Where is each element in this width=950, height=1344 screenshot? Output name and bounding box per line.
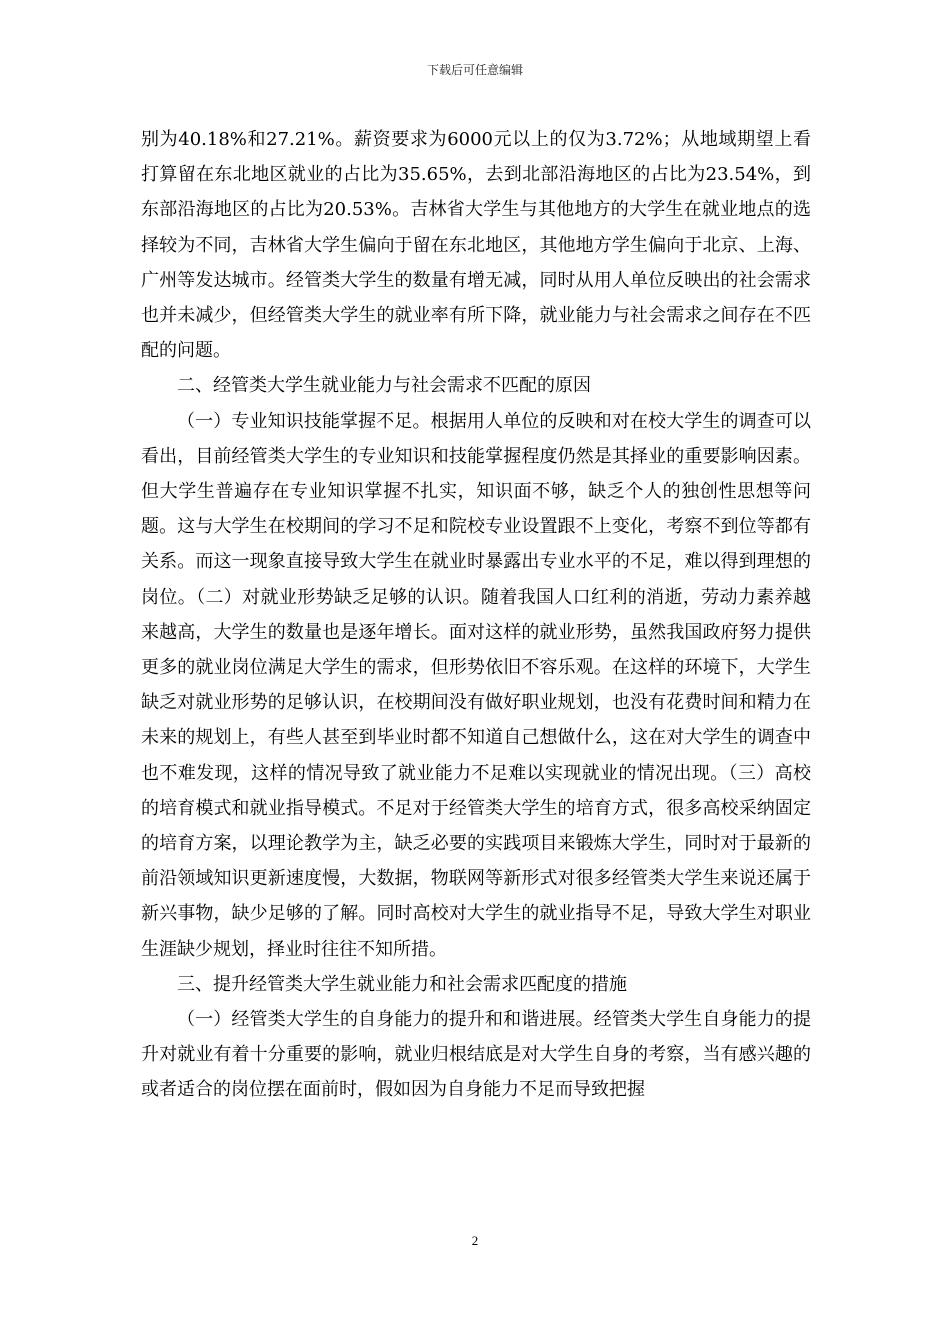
paragraph-causes: （一）专业知识技能掌握不足。根据用人单位的反映和对在校大学生的调查可以看出，目前经管类大学生的专业知识和技能掌握程度仍然是其择业的重要影响因素。但大学生普遍存在专业知识掌握不扎实，知识面不够，缺乏个人的独创性思想等问题。这与大学生在校期间的学习不足和院校专业设置跟不上变化，考察不到位等都有关系。而这一现象直接导致大学生在就业时暴露出专业水平的不足，难以得到理想的岗位。（二）对就业形势缺乏足够的认识。随着我国人口红利的消逝，劳动力素养越来越高，大学生的数量也是逐年增长。面对这样的就业形势，虽然我国政府努力提供更多的就业岗位满足大学生的需求，但形势依旧不容乐观。在这样的环境下，大学生缺乏对就业形势的足够认识，在校期间没有做好职业规划，也没有花费时间和精力在未来的规划上，有些人甚至到毕业时都不知道自己想做什么，这在对大学生的调查中也不难发现，这样的情况导致了就业能力不足难以实现就业的情况出现。（三）高校的培育模式和就业指导模式。不足对于经管类大学生的培育方式，很多高校采纳固定的培育方案，以理论教学为主，缺乏必要的实践项目来锻炼大学生，同时对于最新的前沿领域知识更新速度慢，大数据，物联网等新形式对很多经管类大学生来说还属于新兴事物，缺少足够的了解。同时高校对大学生的就业指导不足，导致大学生对职业生涯缺少规划，择业时往往不知所措。 [141,410,811,960]
document-body [141,122,811,1108]
section-heading-2: 二、经管类大学生就业能力与社会需求不匹配的原因 [177,375,591,397]
page-header: 下载后可任意编辑 [426,63,523,77]
section-heading-3: 三、提升经管类大学生就业能力和社会需求匹配度的措施 [177,973,627,995]
paragraph-continuation: 别为40.18%和27.21%。薪资要求为6000元以上的仅为3.72%；从地域期望上看打算留在东北地区就业的占比为35.65%，去到北部沿海地区的占比为23.54%，到东部沿海地区的占比为20.53%。吉林省大学生与其他地方的大学生在就业地点的选择较为不同，吉林省大学生偏向于留在东北地区，其他地方学生偏向于北京、上海、广州等发达城市。经管类大学生的数量有增无减，同时从用人单位反映出的社会需求也并未减少，但经管类大学生的就业率有所下降，就业能力与社会需求之间存在不匹配的问题。 [141,129,811,362]
paragraph-measures: （一）经管类大学生的自身能力的提升和和谐进展。经管类大学生自身能力的提升对就业有着十分重要的影响，就业归根结底是对大学生自身的考察，当有感兴趣的或者适合的岗位摆在面前时，假如因为自身能力不足而导致把握 [141,1009,811,1101]
page-number: 2 [471,1233,479,1248]
